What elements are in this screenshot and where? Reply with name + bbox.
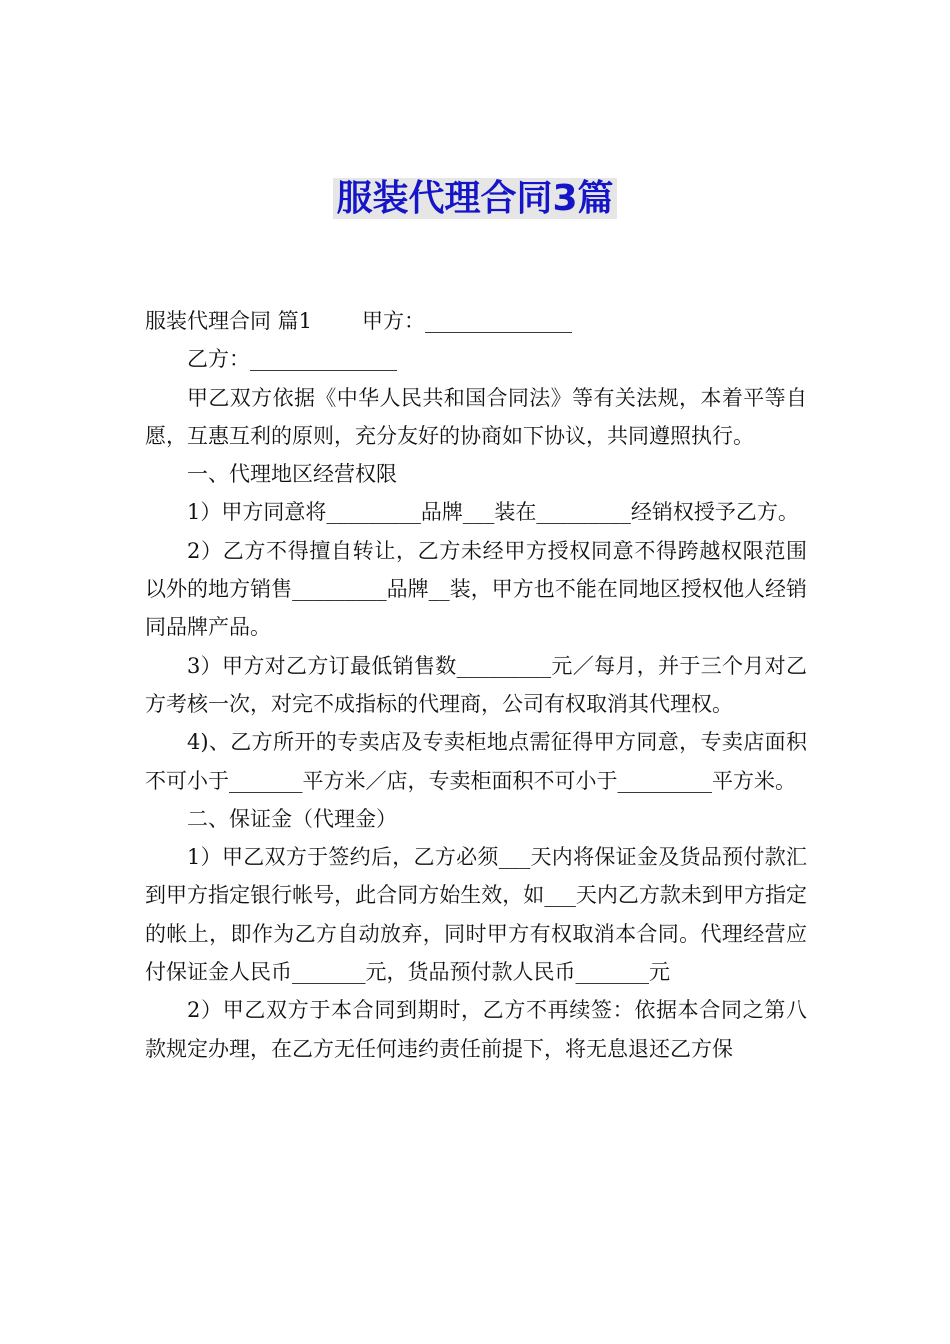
- contract-section-label: 服装代理合同 篇1: [145, 309, 313, 333]
- clause-1-2: 2）乙方不得擅自转让，乙方未经甲方授权同意不得跨越权限范围以外的地方销售_________品牌__装，甲方也不能在同地区授权他人经销同品牌产品。: [145, 538, 807, 640]
- paragraph-contract-heading: [145, 302, 807, 340]
- document-body: [145, 302, 807, 1068]
- clause-1-4: 4)、乙方所开的专卖店及专卖柜地点需征得甲方同意，专卖店面积不可小于_______平方米／店，专卖柜面积不可小于_________平方米。: [145, 730, 807, 793]
- party-a-field: 甲方：______________: [362, 309, 573, 333]
- paragraph-party-b: 乙方：______________: [187, 347, 397, 372]
- clause-2-2: 2）甲乙双方于本合同到期时，乙方不再续签：依据本合同之第八款规定办理，在乙方无任何违约责任前提下，将无息退还乙方保: [145, 998, 807, 1061]
- document-title: [0, 176, 950, 222]
- document-title-text: 服装代理合同3篇: [333, 178, 616, 219]
- clause-2-1: 1）甲乙双方于签约后，乙方必须___天内将保证金及货品预付款汇到甲方指定银行帐号，此合同方始生效，如___天内乙方款未到甲方指定的帐上，即作为乙方自动放弃，同时甲方有权取消本合同。代理经营应付保证金人民币_______元，货品预付款人民币_______元: [145, 845, 807, 985]
- section-heading-2: 二、保证金（代理金）: [187, 806, 397, 831]
- section-heading-1: 一、代理地区经营权限: [187, 462, 397, 487]
- clause-1-3: 3）甲方对乙方订最低销售数_________元／每月，并于三个月对乙方考核一次，对完不成指标的代理商，公司有权取消其代理权。: [145, 653, 807, 716]
- clause-1-1: 1）甲方同意将_________品牌___装在_________经销权授予乙方。: [187, 500, 799, 525]
- paragraph-preamble: 甲乙双方依据《中华人民共和国合同法》等有关法规，本着平等自愿，互惠互利的原则，充分友好的协商如下协议，共同遵照执行。: [145, 385, 807, 448]
